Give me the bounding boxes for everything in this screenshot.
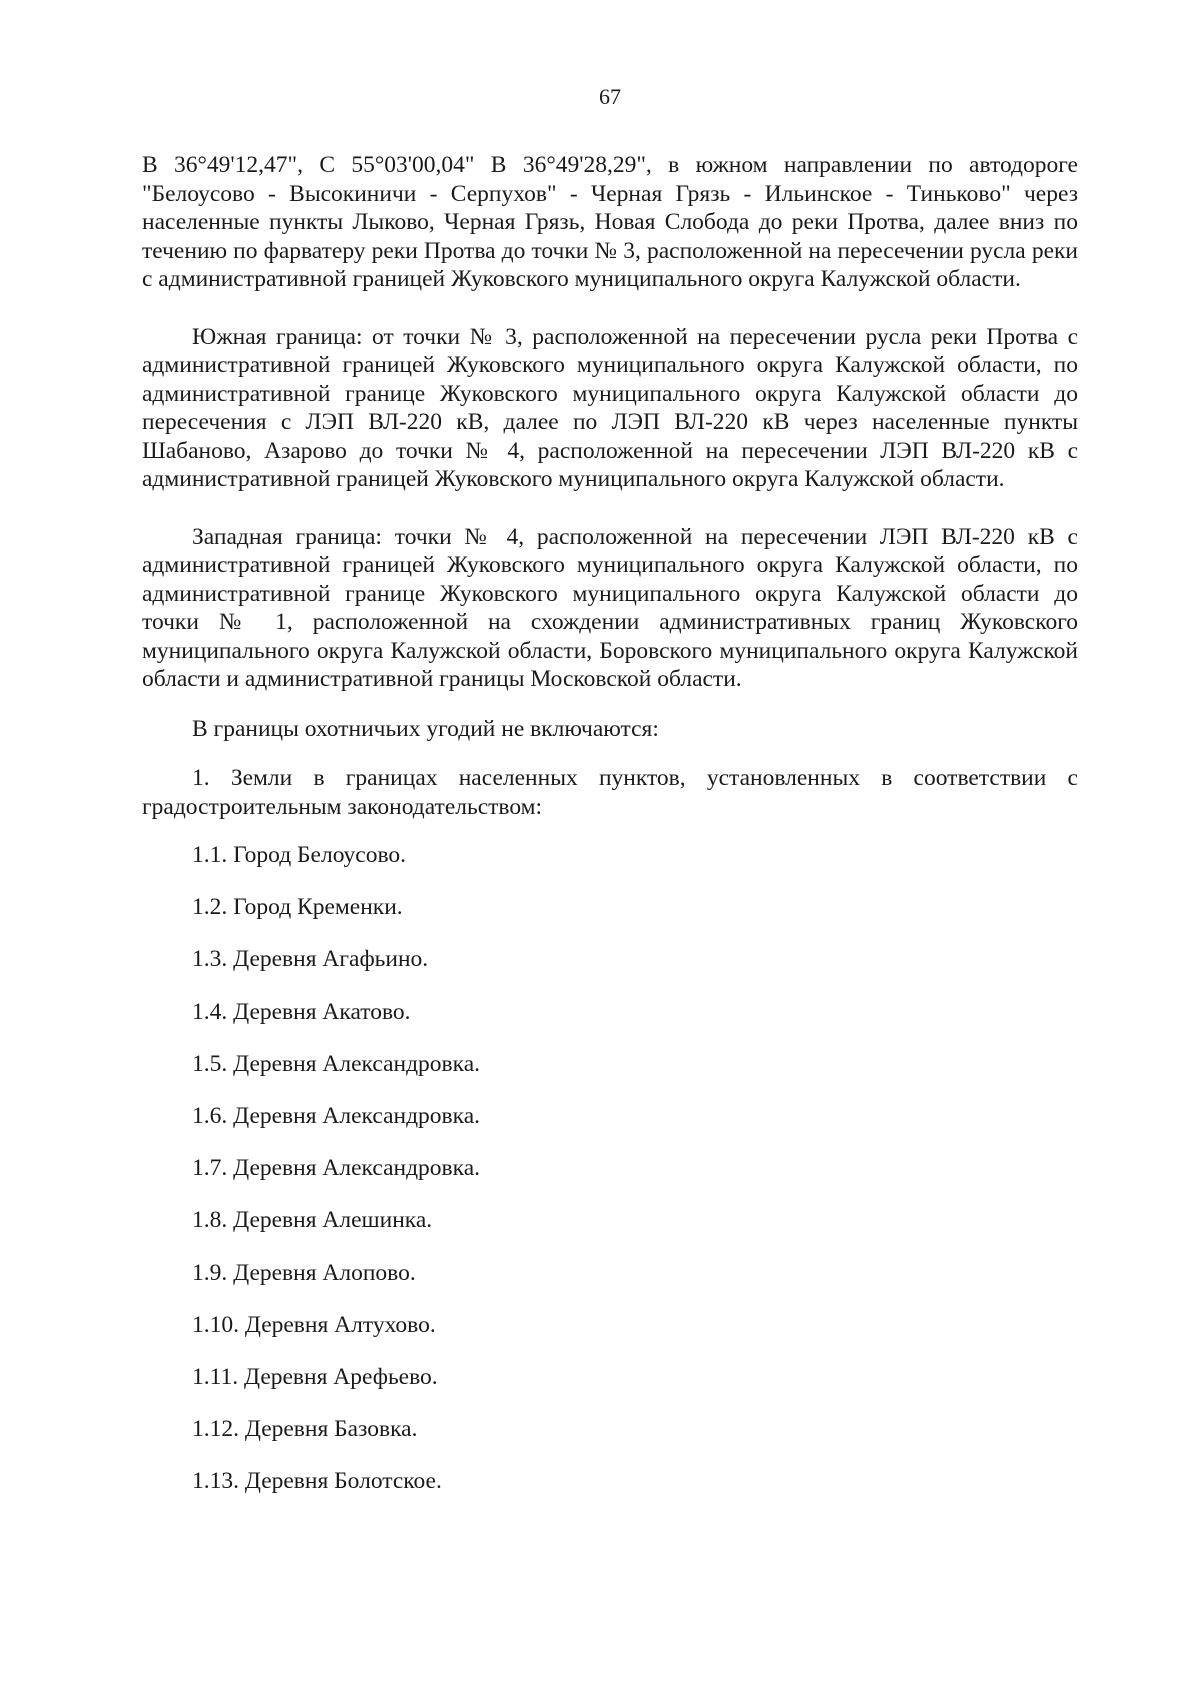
paragraph-continuation: В 36°49'12,47", С 55°03'00,04" В 36°49'28,29", в южном направлении по автодороге "Белоусово - Высокиничи - Серпухов" - Черная Грязь - Ильинское - Тиньково" через населенные пункты Лыково, Черная Грязь, Новая Слобода до реки Протва, далее вниз по течению по фарватеру реки Протва до точки № 3, расположенной на пересечении русла реки с административной границей Жуковского муниципального округа Калужской области. bbox=[142, 152, 1078, 292]
document-body bbox=[142, 151, 1078, 1519]
list-item: 1.9. Деревня Алопово. bbox=[192, 1259, 416, 1286]
list-item: 1.10. Деревня Алтухово. bbox=[192, 1311, 436, 1338]
list-item: 1.7. Деревня Александровка. bbox=[192, 1155, 481, 1182]
list-item: 1.5. Деревня Александровка. bbox=[192, 1050, 481, 1077]
list-item: 1.8. Деревня Алешинка. bbox=[192, 1207, 433, 1234]
paragraph-settlement-lands: 1. Земли в границах населенных пунктов, установленных в соответствии с градостроительным законодательством: bbox=[142, 765, 1078, 820]
list-item: 1.13. Деревня Болотское. bbox=[192, 1468, 442, 1495]
paragraph-southern-border: Южная граница: от точки № 3, расположенной на пересечении русла реки Протва с административной границей Жуковского муниципального округа Калужской области, по административной границе Жуковского муниципального округа Калужской области до пересечения с ЛЭП ВЛ-220 кВ, далее по ЛЭП ВЛ-220 кВ через населенные пункты Шабаново, Азарово до точки № 4, расположенной на пересечении ЛЭП ВЛ-220 кВ с административной границей Жуковского муниципального округа Калужской области. bbox=[142, 323, 1078, 492]
list-item: 1.1. Город Белоусово. bbox=[192, 842, 407, 868]
list-item: 1.4. Деревня Акатово. bbox=[192, 998, 411, 1025]
list-item: 1.3. Деревня Агафьино. bbox=[192, 946, 429, 973]
settlements-list bbox=[142, 841, 1078, 1519]
paragraph-exclusions-intro: В границы охотничьих угодий не включаются: bbox=[192, 715, 659, 742]
list-item: 1.11. Деревня Арефьево. bbox=[192, 1363, 438, 1390]
page-number: 67 bbox=[599, 84, 621, 109]
paragraph-western-border: Западная граница: точки № 4, расположенной на пересечении ЛЭП ВЛ-220 кВ с административной границей Жуковского муниципального округа Калужской области, по административной границе Жуковского муниципального округа Калужской области до точки № 1, расположенной на схождении административных границ Жуковского муниципального округа Калужской области, Боровского муниципального округа Калужской области и административной границы Московской области. bbox=[142, 523, 1078, 692]
list-item: 1.12. Деревня Базовка. bbox=[192, 1416, 418, 1443]
list-item: 1.6. Деревня Александровка. bbox=[192, 1102, 481, 1129]
list-item: 1.2. Город Кременки. bbox=[192, 894, 403, 921]
